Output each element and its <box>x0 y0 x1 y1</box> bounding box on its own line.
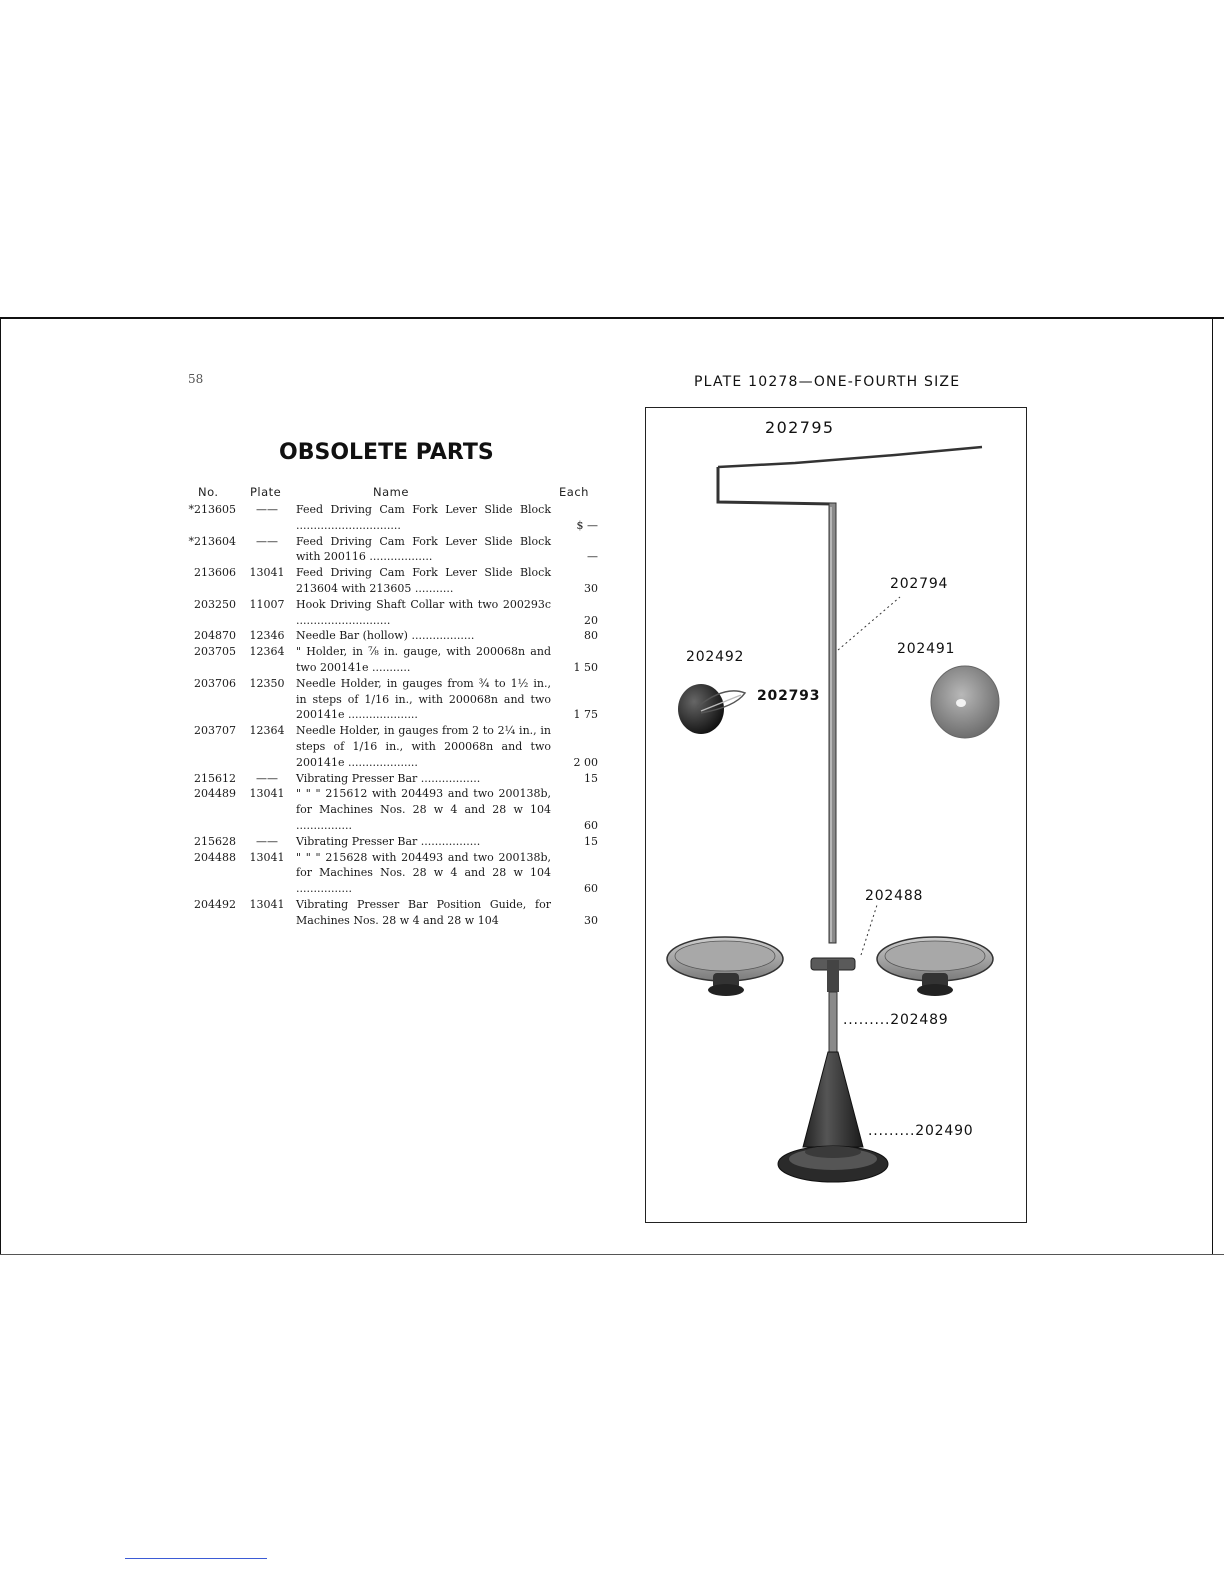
part-number: 204870 <box>194 629 236 643</box>
page-frame-bottom <box>0 1254 1224 1255</box>
table-row <box>180 786 600 833</box>
leader-line-202794 <box>838 597 900 650</box>
lower-rod <box>829 992 837 1052</box>
callout-202489: .........202489 <box>843 1012 949 1028</box>
part-number: *213605 <box>188 503 236 516</box>
part-number: 203707 <box>194 724 236 738</box>
part-price: — <box>587 550 598 564</box>
part-number: 203250 <box>194 597 236 611</box>
bottom-link-underline[interactable] <box>125 1558 267 1559</box>
part-plate: —— <box>256 771 278 785</box>
part-plate: 12346 <box>249 629 285 643</box>
part-name: Hook Driving Shaft Collar with two 200293c ........................... <box>296 597 551 627</box>
part-price: $ — <box>576 518 598 532</box>
part-number: 204492 <box>194 897 236 911</box>
table-row <box>180 834 600 850</box>
part-price: 60 <box>584 818 598 832</box>
table-row <box>180 771 600 787</box>
stand-base <box>778 1052 888 1182</box>
part-price: 2 00 <box>573 755 598 769</box>
column-header-plate: Plate <box>250 485 282 499</box>
callout-202492: 202492 <box>686 649 745 665</box>
part-number: 203706 <box>194 676 236 690</box>
callout-202793: 202793 <box>757 688 821 704</box>
part-number: 215612 <box>194 771 236 785</box>
part-plate: —— <box>256 503 278 516</box>
thread-guide-wire <box>718 447 982 507</box>
part-plate: —— <box>256 834 278 848</box>
part-price: 80 <box>584 629 598 643</box>
table-row <box>180 565 600 597</box>
part-number: 204488 <box>194 850 236 864</box>
part-price: 60 <box>584 882 598 896</box>
callout-202795: 202795 <box>765 418 835 437</box>
callout-202491: 202491 <box>897 641 956 657</box>
callout-202794: 202794 <box>890 576 949 592</box>
thread-disc <box>931 666 999 738</box>
section-title: OBSOLETE PARTS <box>279 440 494 465</box>
spool-pin-felt <box>678 684 745 734</box>
part-name: Needle Holder, in gauges from ¾ to 1½ in., in steps of 1/16 in., with 200068n and two 200141e .................... <box>296 676 551 722</box>
part-plate: 11007 <box>249 597 285 611</box>
page-frame-right <box>1212 317 1213 1255</box>
plate-title: PLATE 10278—ONE-FOURTH SIZE <box>694 374 961 390</box>
table-row <box>180 850 600 897</box>
table-row <box>180 502 600 534</box>
callout-202488: 202488 <box>865 888 924 904</box>
part-price: 15 <box>584 834 598 848</box>
part-price: 15 <box>584 771 598 785</box>
part-plate: 12364 <box>249 724 285 738</box>
part-plate: 12350 <box>249 676 285 690</box>
page-number: 58 <box>188 372 204 386</box>
part-number: 203705 <box>194 645 236 659</box>
table-row <box>180 628 600 644</box>
table-row <box>180 644 600 676</box>
part-name: Feed Driving Cam Fork Lever Slide Block with 200116 .................. <box>296 534 551 564</box>
part-name: Vibrating Presser Bar ................. <box>296 771 481 785</box>
part-plate: 13041 <box>249 566 285 580</box>
part-price: 1 50 <box>573 660 598 674</box>
part-plate: 13041 <box>249 787 285 801</box>
part-name: Feed Driving Cam Fork Lever Slide Block 213604 with 213605 ........... <box>296 566 551 595</box>
table-row <box>180 897 600 929</box>
table-row <box>180 597 600 629</box>
part-name: Vibrating Presser Bar Position Guide, for Machines Nos. 28 w 4 and 28 w 104 <box>296 897 551 927</box>
thread-stand-illustration <box>645 407 1027 1223</box>
part-price: 30 <box>584 581 598 595</box>
leader-line-202488 <box>861 905 877 955</box>
parts-list <box>180 502 600 929</box>
column-header-no: No. <box>198 485 219 499</box>
part-plate: 13041 <box>249 850 285 864</box>
part-plate: 13041 <box>249 897 285 911</box>
table-row <box>180 534 600 566</box>
part-name: " " " 215628 with 204493 and two 200138b, for Machines Nos. 28 w 4 and 28 w 104 ................ <box>296 850 551 896</box>
column-header-each: Each <box>559 485 589 499</box>
column-header-name: Name <box>373 485 409 499</box>
part-plate: 12364 <box>249 645 285 659</box>
upright-rod <box>829 503 836 943</box>
spool-pans <box>667 937 993 996</box>
part-price: 30 <box>584 913 598 927</box>
page-frame-top <box>0 317 1224 319</box>
part-name: Needle Holder, in gauges from 2 to 2¼ in., in steps of 1/16 in., with 200068n and two 200141e .................... <box>296 724 551 769</box>
part-price: 1 75 <box>573 708 598 722</box>
table-row <box>180 723 600 770</box>
part-name: Feed Driving Cam Fork Lever Slide Block .............................. <box>296 503 551 532</box>
part-name: Vibrating Presser Bar ................. <box>296 834 481 848</box>
part-number: *213604 <box>188 534 236 548</box>
page-frame-left <box>0 317 1 1255</box>
callout-202490: .........202490 <box>868 1123 974 1139</box>
part-number: 213606 <box>194 566 236 580</box>
part-number: 204489 <box>194 787 236 801</box>
part-number: 215628 <box>194 834 236 848</box>
part-name: Needle Bar (hollow) .................. <box>296 629 475 643</box>
table-row <box>180 676 600 723</box>
part-plate: —— <box>256 534 278 548</box>
part-price: 20 <box>584 613 598 627</box>
part-name: " Holder, in ⅞ in. gauge, with 200068n and two 200141e ........... <box>296 645 551 674</box>
part-name: " " " 215612 with 204493 and two 200138b, for Machines Nos. 28 w 4 and 28 w 104 ................ <box>296 787 551 832</box>
